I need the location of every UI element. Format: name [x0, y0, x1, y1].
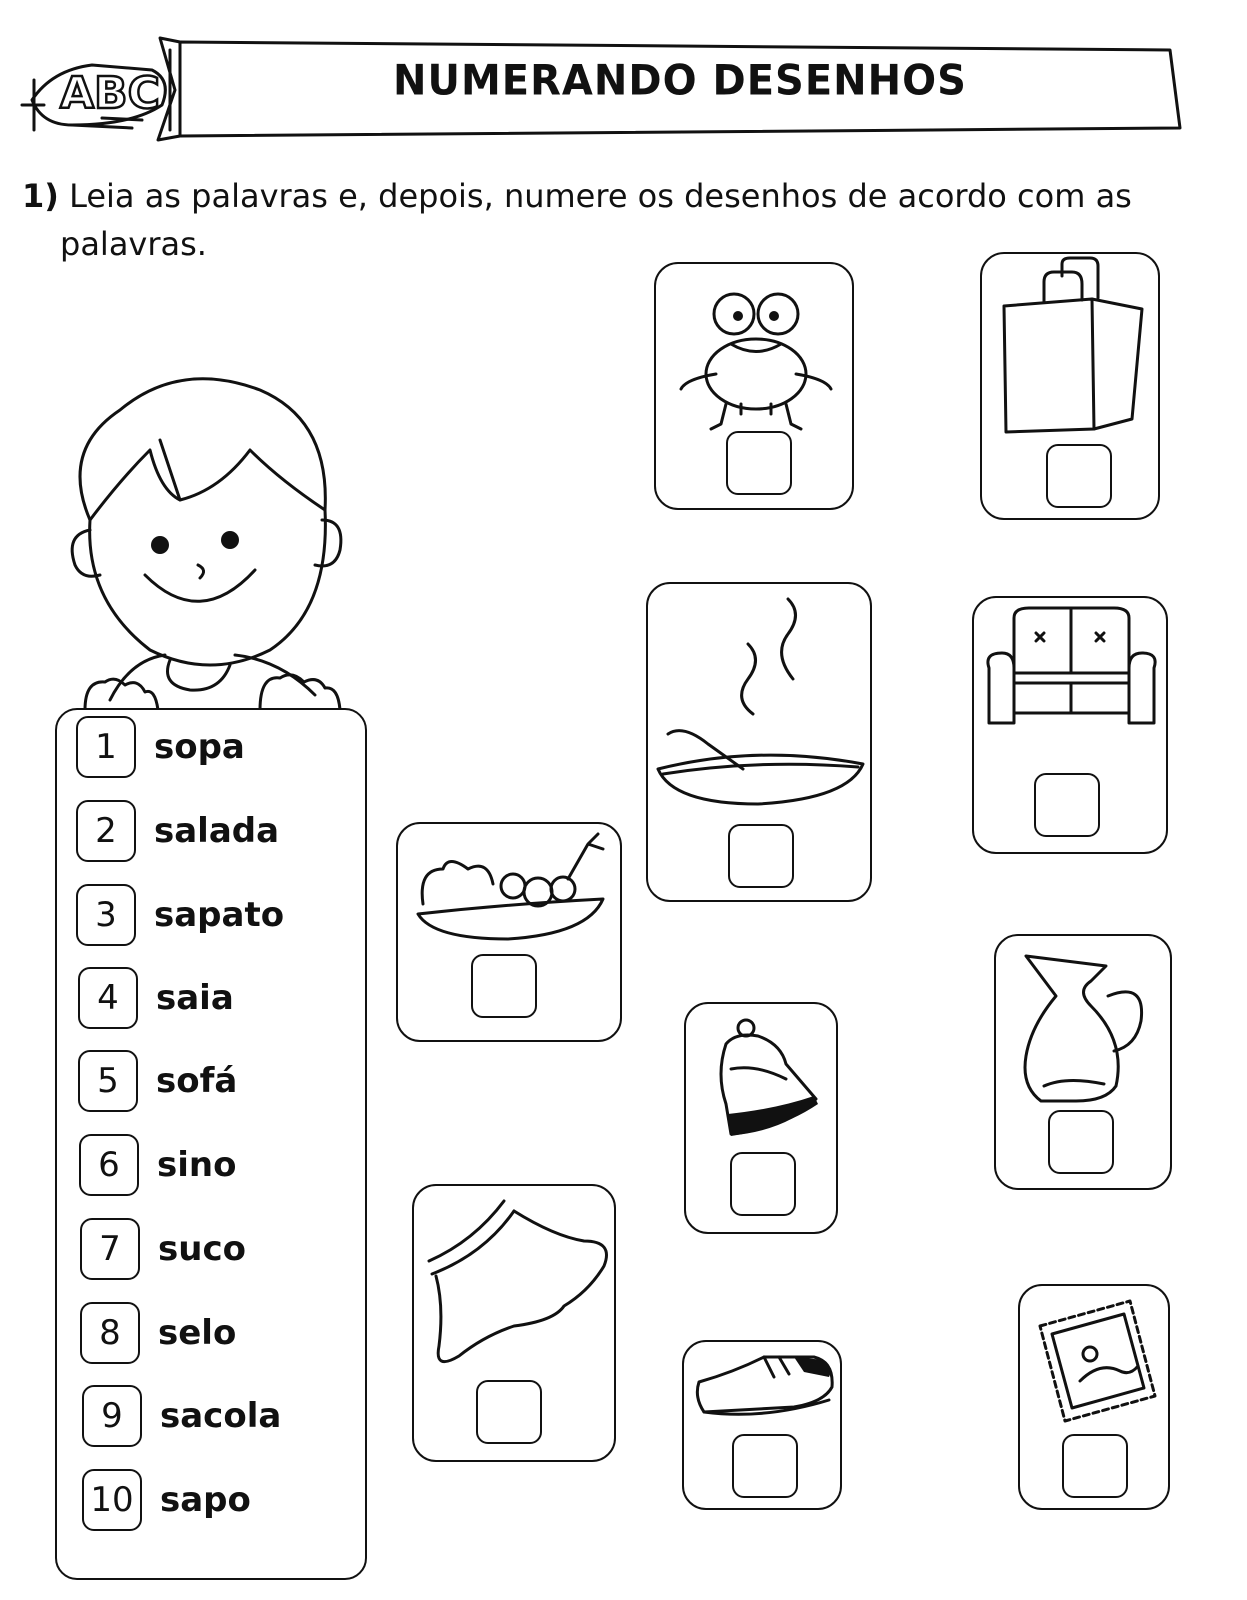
word: sino: [157, 1145, 237, 1185]
picture-card-frog: [654, 262, 854, 510]
picture-card-shoe: [682, 1340, 842, 1510]
word: sacola: [160, 1396, 282, 1436]
word-number: 10: [82, 1469, 142, 1531]
word-number: 6: [79, 1134, 139, 1196]
answer-box[interactable]: [1062, 1434, 1128, 1498]
word: sapo: [160, 1480, 251, 1520]
picture-card-bell: [684, 1002, 838, 1234]
word-number: 9: [82, 1385, 142, 1447]
page-title: NUMERANDO DESENHOS: [393, 56, 967, 106]
list-item: [76, 880, 284, 950]
picture-card-stamp: [1018, 1284, 1170, 1510]
answer-box[interactable]: [1048, 1110, 1114, 1174]
word: sopa: [154, 727, 245, 767]
list-item: [82, 1381, 281, 1451]
answer-box[interactable]: [728, 824, 794, 888]
list-item: [78, 1046, 237, 1116]
picture-card-bag: [980, 252, 1160, 520]
word: saia: [156, 978, 234, 1018]
answer-box[interactable]: [732, 1434, 798, 1498]
word: selo: [158, 1313, 237, 1353]
list-item: [79, 1130, 236, 1200]
answer-box[interactable]: [730, 1152, 796, 1216]
instruction-number: 1): [22, 177, 59, 215]
word-number: 8: [80, 1302, 140, 1364]
word: sofá: [156, 1061, 238, 1101]
word: salada: [154, 811, 280, 851]
answer-box[interactable]: [471, 954, 537, 1018]
list-item: [82, 1465, 251, 1535]
word-number: 3: [76, 884, 136, 946]
word-number: 7: [80, 1218, 140, 1280]
word: sapato: [154, 895, 285, 935]
picture-card-soup: [646, 582, 872, 902]
boy-illustration: [60, 370, 360, 710]
word-number: 4: [78, 967, 138, 1029]
list-item: [80, 1298, 236, 1368]
answer-box[interactable]: [1034, 773, 1100, 837]
list-item: [78, 963, 234, 1033]
instruction-line-2: palavras.: [60, 225, 207, 263]
picture-card-salad: [396, 822, 622, 1042]
word: suco: [158, 1229, 246, 1269]
list-item: [76, 796, 279, 866]
picture-card-jug: [994, 934, 1172, 1190]
answer-box[interactable]: [476, 1380, 542, 1444]
list-item: [80, 1214, 246, 1284]
picture-card-sofa: [972, 596, 1168, 854]
picture-card-skirt: [412, 1184, 616, 1462]
logo-text: ABC: [60, 68, 160, 119]
word-number: 2: [76, 800, 136, 862]
instruction-line-1: Leia as palavras e, depois, numere os desenhos de acordo com as: [69, 177, 1132, 215]
answer-box[interactable]: [1046, 444, 1112, 508]
word-number: 1: [76, 716, 136, 778]
answer-box[interactable]: [726, 431, 792, 495]
word-number: 5: [78, 1050, 138, 1112]
list-item: [76, 712, 245, 782]
